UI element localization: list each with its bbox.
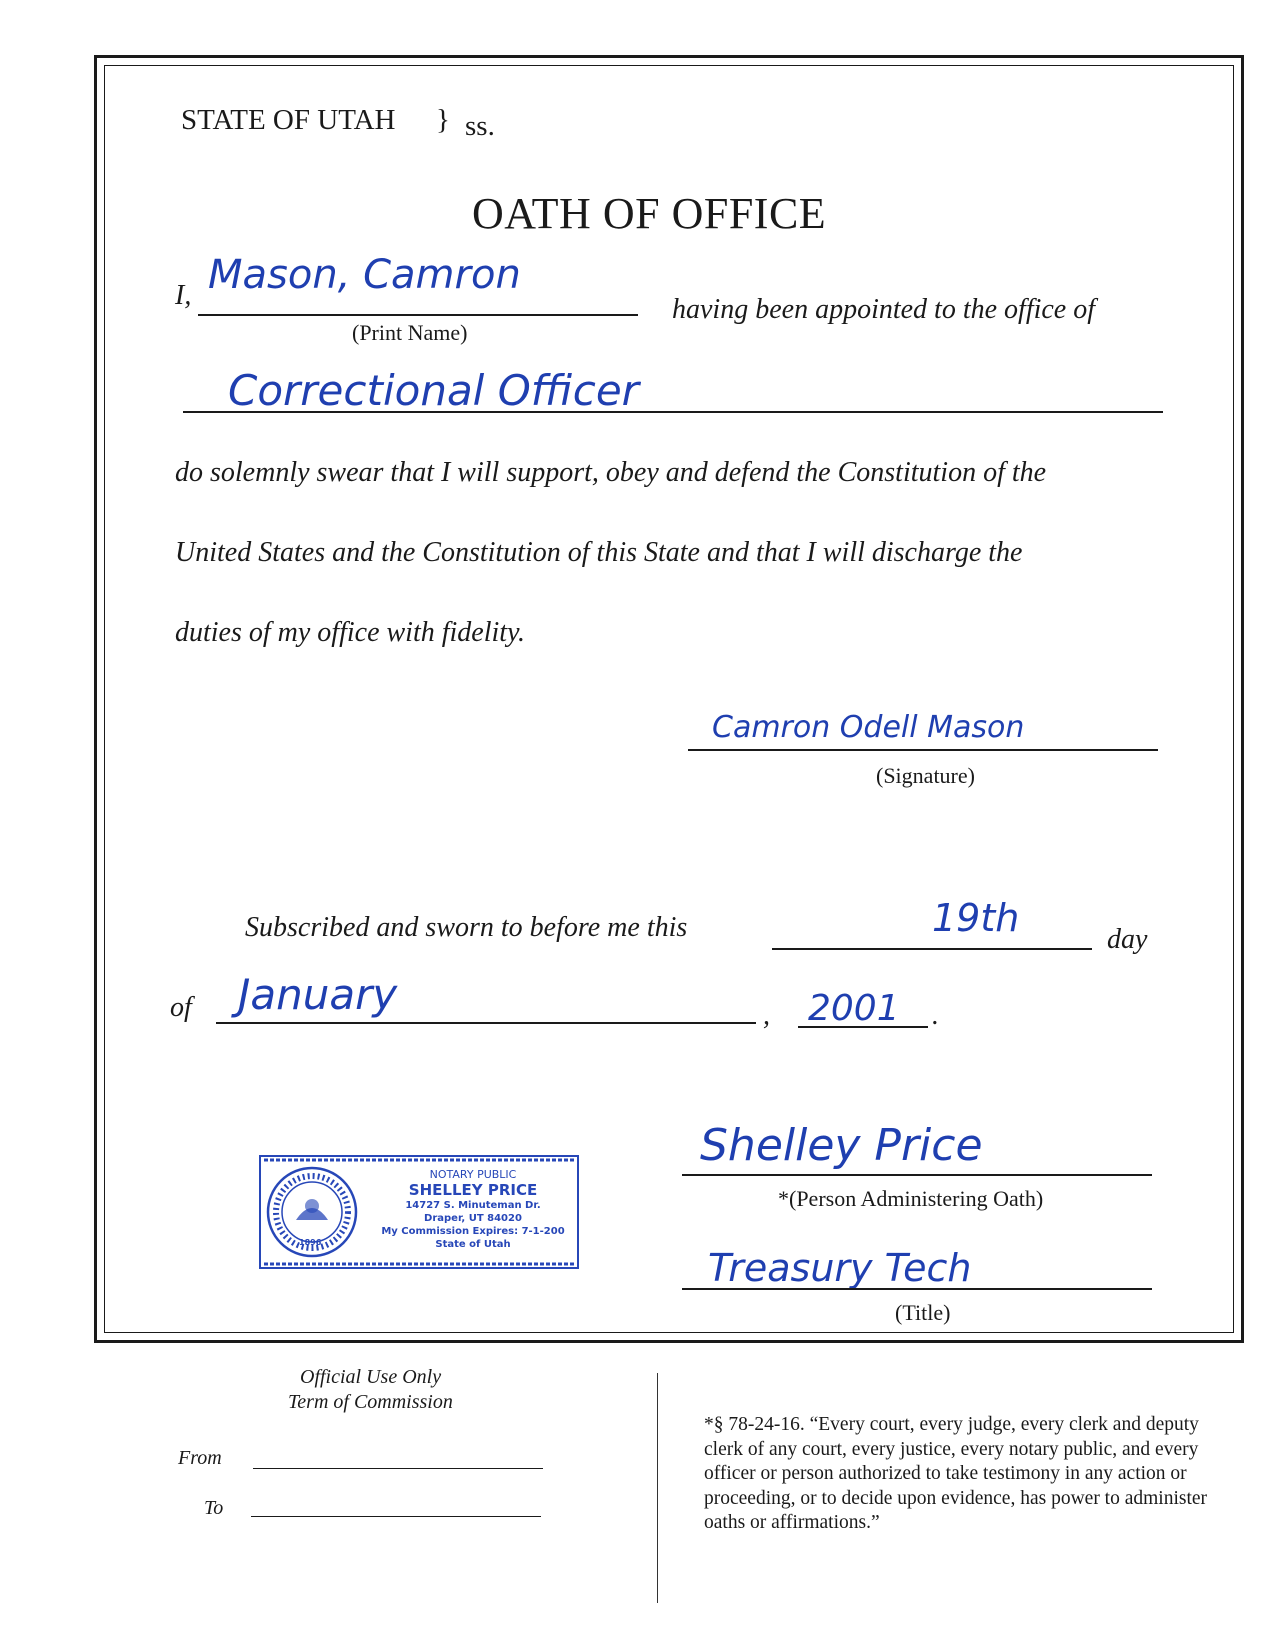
stamp-commission: My Commission Expires: 7-1-200 — [381, 1226, 565, 1237]
print-name-line — [198, 314, 638, 316]
year-value: 2001 — [808, 988, 900, 1029]
i-prefix: I, — [175, 280, 192, 311]
month-value: January — [238, 970, 398, 1019]
state-seal — [266, 1166, 358, 1258]
to-label: To — [204, 1497, 224, 1519]
seal-year: 1896 — [299, 1238, 322, 1247]
state-heading: STATE OF UTAH — [181, 104, 396, 136]
administrator-signature: Shelley Price — [700, 1120, 983, 1171]
from-label: From — [178, 1447, 222, 1469]
print-name-value: Mason, Camron — [208, 252, 521, 298]
from-line — [253, 1468, 543, 1469]
office-value: Correctional Officer — [228, 366, 639, 415]
administrator-line — [682, 1174, 1152, 1176]
official-use-label: Official Use Only — [300, 1366, 442, 1388]
title-line — [682, 1288, 1152, 1290]
signature-line — [688, 749, 1158, 751]
appointed-text: having been appointed to the office of — [672, 294, 1096, 325]
day-word: day — [1107, 924, 1148, 955]
stamp-state: State of Utah — [435, 1239, 511, 1250]
administrator-caption: *(Person Administering Oath) — [778, 1186, 1044, 1211]
month-line — [216, 1022, 756, 1024]
subscribed-text: Subscribed and sworn to before me this — [245, 912, 688, 943]
year-line — [798, 1026, 928, 1028]
stamp-address-2: Draper, UT 84020 — [424, 1213, 522, 1224]
stamp-text-block — [368, 1168, 578, 1251]
brace: } — [436, 104, 450, 136]
of-word: of — [170, 992, 192, 1023]
oath-body-line-3: duties of my office with fidelity. — [175, 617, 525, 648]
signature-value: Camron Odell Mason — [712, 710, 1025, 745]
stamp-address-1: 14727 S. Minuteman Dr. — [405, 1200, 541, 1211]
day-line — [772, 948, 1092, 950]
stamp-name: SHELLEY PRICE — [408, 1181, 538, 1199]
term-of-commission-label: Term of Commission — [288, 1391, 453, 1413]
signature-caption: (Signature) — [876, 763, 975, 788]
oath-body-line-1: do solemnly swear that I will support, obey and defend the Constitution of the — [175, 457, 1047, 488]
stamp-label: NOTARY PUBLIC — [429, 1168, 517, 1181]
statute-text: *§ 78-24-16. “Every court, every judge, every clerk and deputy clerk of any court, every justice, every notary public, and every officer or person authorized to take testimony in any action or proceeding, or to decide upon evidence, has power to administer oaths or affirmations.” — [704, 1414, 1208, 1533]
year-period: . — [932, 1000, 939, 1031]
month-comma: , — [763, 1000, 770, 1031]
document-title: OATH OF OFFICE — [472, 189, 827, 238]
footer-divider — [657, 1373, 658, 1603]
to-line — [251, 1516, 541, 1517]
notary-stamp — [260, 1152, 582, 1270]
print-name-caption: (Print Name) — [352, 320, 468, 345]
day-value: 19th — [932, 896, 1020, 940]
title-caption: (Title) — [895, 1300, 951, 1325]
office-line — [183, 411, 1163, 413]
title-signature: Treasury Tech — [708, 1246, 972, 1290]
ss-abbrev: ss. — [465, 110, 495, 142]
oath-body-line-2: United States and the Constitution of this State and that I will discharge the — [175, 537, 1023, 568]
